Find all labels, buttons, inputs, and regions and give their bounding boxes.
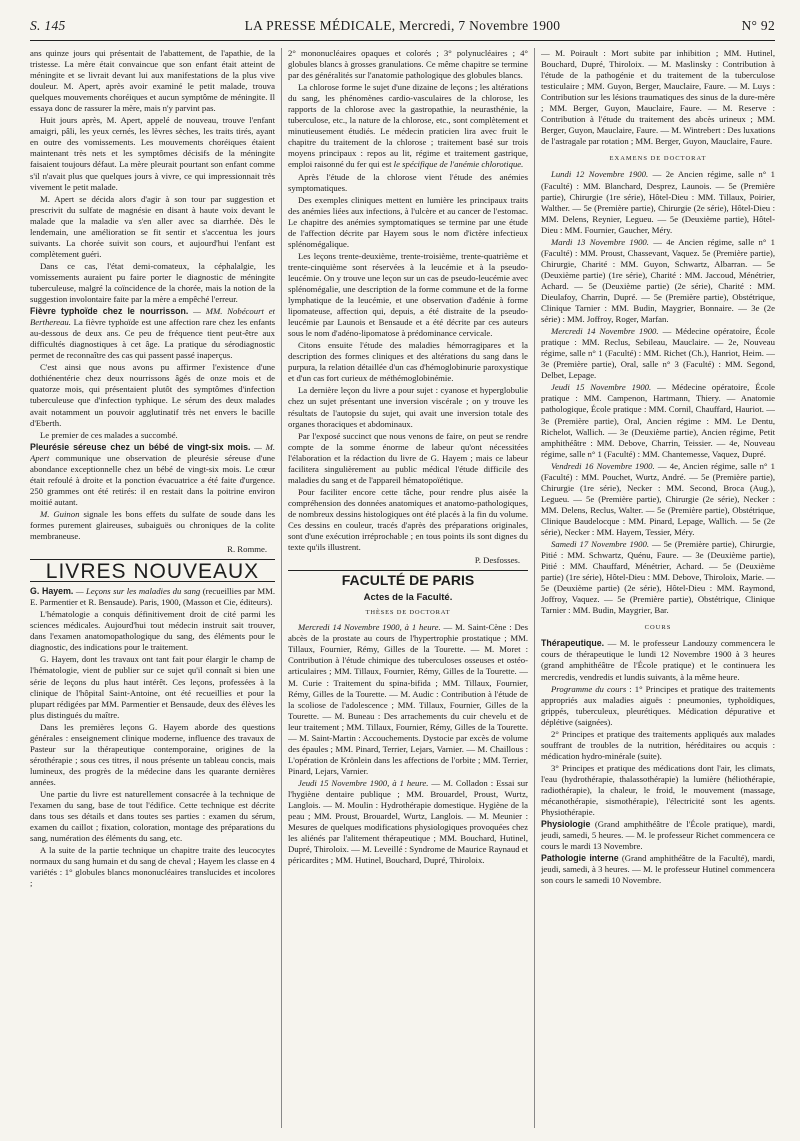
exam-day [541,169,775,235]
theses-heading: THÈSES DE DOCTORAT [365,609,451,617]
paragraph: G. Hayem, dont les travaux ont tant fait pour élargir le champ de l'hématologie, vient de publier sur ce sujet qu'il connaît si bien une série de leçons du plus haut intérêt. Ces leçons, professées à la clinique de l'hôpital Saint-Antoine, ont été recueillies et pour la plupart rédigées par MM. Parmentier et Bensaude, deux des élèves les plus distingués du maître. [30,654,275,720]
course-title: Pathologie interne [541,853,619,864]
paragraph: Par l'exposé succinct que nous venons de faire, on peut se rendre compte de la somme énorme de labeur qu'ont nécessitées l'élaboration et la rédaction du livre de G. Hayem ; mais ce labeur facilitera singulièrement au public médical l'étude difficile des maladies du sang et de l'appareil hématopoïétique. [288,430,528,485]
body-text: — 5e (Première partie), Chirurgie, Pitié : MM. Schwartz, Quénu, Faure. — 3e (Deuxième partie), Pitié : MM. Chauffard, Ménétrier, Achard. — 5e (Deuxième partie) (1re série), Hôtel-Dieu : MM. Debove, Thiroloix, Marie. — 5e (Deuxième partie) (2e série), Hôtel-Dieu : MM. Raymond, Joffroy, Vaquez. — 5e (Première partie), Obstétrique, Clinique Tarnier : MM. Budin, Maygrier, Bar. [541,539,775,616]
body-text: La fièvre typhoïde est une affection rare chez les enfants au-dessous de deux ans. Ce peu de fréquence tient peut-être aux difficultés diagnostiques à cet âge. La pratique du sérodiagnostic permet de reconnaître des cas qui passent passé inaperçus. [30,317,275,361]
journal-title: LA PRESSE MÉDICALE, Mercredi, 7 Novembre 1900 [244,18,561,33]
subsection-title: Actes de la Faculté. [363,592,453,604]
course-title: Thérapeutique. [541,638,605,649]
page-header [30,18,775,40]
date-label: Vendredi 16 Novembre 1900. [551,460,655,471]
date-label: Jeudi 15 Novembre 1900. [551,382,652,393]
authors: — M. Apert [30,441,275,463]
date-label: Mercredi 14 Novembre 1900. [551,326,659,337]
body-text: — 4e Ancien régime, salle n° 1 (Faculté) : MM. Proust, Chassevant, Vaquez. 5e (Première partie), Chirurgie, Charité : MM. Guyon, Schwartz, Albarran. — 5e (Deuxième partie) (1re série), Charité : MM. Jaccoud, Ménétrier, Achard. — 5e (Deuxième partie) (2e série), Charité : MM. Dieulafoy, Charrin, Dupré. — 5e (Première partie), Obstétrique, Clinique Tarnier : MM. Budin, Maygrier, Bonnaire. — 3e (2e série) : MM. Joffroy, Roger, Marfan. [541,236,775,325]
paragraph-guinon [30,509,275,542]
program-label: Programme du cours [551,683,627,694]
body-text: — M. Colladon : Essai sur l'hygiène dentaire publique ; MM. Brouardel, Proust, Wurtz, Langlois. — M. Moulin : Hydrothérapie domestique. Hygiène de la peau ; MM. Proust, Brouardel, Wurtz, Langlois. — M. Meunier : Mesures de quelques modifications physiologiques provoquées chez les aliénés par l'alitement thérapeutique ; MM. Bouchard, Hutinel, Dupré, Thiroloix. — M. Leveillé : Syndrome de Maurice Raynaud et péricardites ; MM. Hutinel, Bouchard, Dupré, Thiroloix. [288,777,528,866]
paragraph: L'hématologie a conquis définitivement droit de cité parmi les sciences médicales. Aujourd'hui tout médecin instruit sait trouver, dans l'examen anatomopathologique du sang, des éléments pour le diagnostic, des indications pour le traitement. [30,609,275,653]
body-text: — M. le professeur Landouzy commencera le cours de thérapeutique le lundi 12 Novembre 1900 à 3 heures (grand amphithéâtre de l'École pratique) et le continuera les mercredis, vendredis et lundis suivants, à la même heure. [541,638,775,682]
book-publisher: (recueillies par MM. E. Parmentier et R. Bensaude). Paris, 1900, (Masson et Cie, éditeurs). [30,586,275,608]
course-therapeutique [541,638,775,682]
paragraph: Après l'étude de la chlorose vient l'étude des anémies symptomatiques. [288,171,528,193]
body-text: — 2e Ancien régime, salle n° 1 (Faculté) : MM. Blanchard, Desprez, Launois. — 5e (Première partie), Chirurgie (1re série), Hôtel-Dieu : MM. Tillaux, Poirier, Walther. — 5e (Première partie), Chirurgie (2e série), Hôtel-Dieu : MM. Delens, Reynier, Legueu. — 5e (Deuxième partie), Hôtel-Dieu : MM. Fournier, Gaucher, Méry. [541,169,775,235]
course-title: Physiologie [541,819,591,830]
italic-text: le spécifique de l'anémie chlorotique. [393,159,524,170]
column-3 [541,48,775,1133]
book-title: — Leçons sur les maladies du sang [73,586,201,597]
column-2 [288,48,528,1133]
authors: M. Guinon [40,508,80,519]
column-1 [30,48,275,1133]
thesis-day [288,778,528,866]
thesis-day [288,622,528,777]
paragraph: Huit jours après, M. Apert, appelé de nouveau, trouve l'enfant amaigri, pâli, les yeux cernés, les lèvres sèches, les traits tirés, ayant en outre des vomissements. Les mouvements choréiques étaient maintenant très nets et les symptômes décisifs de la méningite faisaient toujours défaut. La mère pleurait pourtant son enfant comme s'il n'avait plus que quelques jours à vivre, ce qui impressionnait très vivement le petit malade. [30,115,275,192]
authors: — MM. Nobécourt et Berthereau. [30,306,275,328]
paragraph: 2° mononucléaires opaques et colorés ; 3° polynucléaires ; 4° globules blancs à grosses granulations. Ce même chapitre se termine par des généralités sur l'anatomie pathologique des globules blancs. [288,48,528,81]
course-physiologie [541,819,775,852]
body-text: — M. Saint-Cène : Des abcès de la prostate au cours de l'hypertrophie prostatique ; MM. Tillaux, Fournier, Rémy, Gilles de la Tourette. — M. Moret : Contribution à l'étude chimique des tuberculoses osseuses et ostéo-articulaires ; MM. Tillaux, Fournier, Rémy, Gilles de la Tourette. — M. Curie : Traitement du spina-bifida ; MM. Tillaux, Fournier, Rémy, Gilles de la Tourette. — M. Audic : Contribution à l'étude de la scoliose de l'adolescence ; MM. Tillaux, Fournier, Gilles de la Tourette. — M. Buneau : Des arrachements du cuir chevelu et de leur traitement ; MM. Tillaux, Fournier, Rémy, Gilles de la Tourette. — M. Saint-Martin : Accouchements. Dystocie par excès de volume des épaules ; MM. Pinard, Terrier, Lejars, Varnier. — M. Chaillous : L'opération de Krönlein dans les affections de l'orbite ; MM. Terrier, Pinard, Lejars, Varnier. [288,622,528,776]
subheading: Fièvre typhoïde chez le nourrisson. [30,306,189,317]
exam-day [541,461,775,538]
paragraph-fievre [30,306,275,361]
book-citation [30,586,275,608]
body-text: signale les bons effets du sulfate de soude dans les formes purement glaireuses, subaiguës ou chroniques de la colite membraneuse. [30,508,275,542]
paragraph: M. Apert se décida alors d'agir à son tour par suggestion et prescrivit du sulfate de magnésie en disant à haute voix devant le malade que la maladie va s'en aller avec sa diarrhée. Dès le lendemain, une amélioration se fit sentir et s'accentua les jours suivants. La chorée suivit son cours, et aujourd'hui l'enfant est complètement guéri. [30,193,275,259]
exam-day [541,382,775,459]
page-number: S. 145 [30,18,66,33]
paragraph: 2° Principes et pratique des traitements appliqués aux malades souffrant de troubles de la nutrition, héréditaires ou acquis : médication hydro-minérale (suite). [541,728,775,761]
body-text: — Médecine opératoire, École pratique : MM. Campenon, Hartmann, Thiery. — Anatomie pathologique, École pratique : MM. Cornil, Chauffard, Hauriot. — 3e (Première partie), Oral, Ancien régime : MM. Le Dentu, Richelot, Wallich. — 3e (Deuxième partie), Ancien régime, Petit amphithéâtre : MM. Debove, Charrin, Teissier. — 4e, Nouveau régime, salle n° 1 (Faculté) : MM. Chantemesse, Vaquez, Dupré. [541,382,775,459]
date-label: Jeudi 15 Novembre 1900, à 1 heure. [298,777,429,788]
body-text: communique une observation de pleurésie séreuse d'une abondance exceptionnelle chez un bébé de vingt-six mois. Le cœur était refoulé à droite et la ponction évacuatrice a été faite d'urgence. 250 grammes ont été retirés: il en restait dans la poitrine environ moitié autant. [30,452,275,507]
signature: P. Desfosses. [474,555,520,566]
date-label: Samedi 17 Novembre 1900. [551,539,650,550]
paragraph: — M. Poirault : Mort subite par inhibition ; MM. Hutinel, Bouchard, Dupré, Thiroloix. — M. Maslinsky : Contribution à l'étude de la pathogénie et du traitement de la tuberculose testiculaire ; MM. Guyon, Berger, Mauclaire, Faure. — M. Luys : Contribution sur les lésions traumatiques des sinus de la dure-mère ; MM. Berger, Guyon, Mauclaire, Faure. — M. Reserve : Contribution à l'étude du traitement des abcès urineux ; MM. Berger, Guyon, Mauclaire, Faure. — M. Wintrebert : Des luxations de l'astragale par rotation ; MM. Berger, Guyon, Mauclaire, Faure. [541,48,775,147]
paragraph: Des exemples cliniques mettent en lumière les principaux traits des anémies liées aux infections, à l'ulcère et au cancer de l'estomac. Le chapitre des anémies symptomatiques se termine par une étude de l'affection décrite par Hayem sous le nom d'ictère infectieux splénomégalique. [288,194,528,249]
paragraph: Le premier de ces malades a succombé. [40,429,178,440]
body-text: — 4e, Ancien régime, salle n° 1 (Faculté) : MM. Pouchet, Wurtz, André. — 5e (Première partie), Chirurgie (1re série), Necker : MM. Second, Broca (Aug.), Legueu. — 5e (Première partie), Chirurgie (2e série), Necker : MM. Delens, Reclus, Walter. — 5e (Première partie), Obstétrique, Clinique Baudelocque : MM. Pinard, Lepage, Wallich. — 5e (2e série), Necker : MM. Hayem, Tessier, Méry. [541,460,775,537]
body-text: La chlorose forme le sujet d'une dizaine de leçons ; les altérations du sang, les phénomènes cardio-vasculaires de la chlorose, les rapports de la chlorose avec la gastropathie, la neurasthénie, la tuberculose, etc., la nature de la chlorose, etc., sont complètement et minutieusement étudiés. Le médecin praticien lira avec fruit le chapitre du traitement de la chlorose ; traitement basé sur trois moyens principaux : repos au lit, régime et traitement gastrique, emploi raisonné du fer qui est [288,82,528,170]
column-divider [534,48,535,1128]
paragraph: Dans les premières leçons G. Hayem aborde des questions générales : enseignement clinique moderne, influence des travaux de Pasteur sur la thérapeutique contemporaine, origines de la sérothérapie ; sous ces titres, il nous présente un tableau concis, mais lumineux, des progrès de la médecine dans les quarante dernières années. [30,721,275,787]
body-text: (Grand amphithéâtre de la Faculté), mardi, jeudi, samedi, à 3 heures. — M. le professeur Hutinel commencera son cours le samedi 10 Novembre. [541,853,775,886]
issue-number: N° 92 [741,18,775,33]
paragraph: La dernière leçon du livre a pour sujet : cyanose et hyperglobulie chez un sujet présentant une inversion viscérale ; on y trouve les résultats de l'autopsie du sujet, qui avait une inversion totale des organes thoraciques et abdominaux. [288,385,528,429]
body-text: (Grand amphithéâtre de l'École pratique), mardi, jeudi, samedi, 5 heures. — M. le professeur Richet commencera ce cours le mardi 13 Novembre. [541,819,775,852]
exam-day [541,326,775,381]
paragraph: C'est ainsi que nous avons pu affirmer l'existence d'une dothiénentérie chez deux nourrissons âgés de onze mois et de quatorze mois, qui présentaient plutôt des symptômes d'infection tuberculeuse que d'infection typhique. Le sérum des deux malades avait notamment un pouvoir agglutinatif très net envers le bacille d'Eberth. [30,362,275,428]
paragraph: Dans ce cas, l'état demi-comateux, la céphalalgie, les vomissements auraient pu faire porter le diagnostic de méningite tuberculeuse, malgré la coïncidence de la chorée, mais la notion de la suggestion involontaire faite par la mère a empêché l'erreur. [30,260,275,305]
paragraph: Les leçons trente-deuxième, trente-troisième, trente-quatrième et trente-cinquième sont réservées à la leucémie et à la pseudo-leucémie. On y trouve une leçon sur un cas de pseudo-leucémie avec splénomégalie, une description de la forme commune et de la forme lymphatique de la leucémie, et une observation d'adénie à forme lipomateuse, affection qui, depuis, a été distraite de la pseudo-leucémie par Launois et Bensaude et a été décrite par ces auteurs sous le nom d'adéno-lipomatose à prédominance cervicale. [288,250,528,339]
book-author: G. Hayem. [30,586,74,597]
header-rule [30,40,775,41]
paragraph-chlorose [288,82,528,170]
course-pathologie [541,853,775,886]
signature: R. Romme. [227,544,267,555]
paragraph: Une partie du livre est naturellement consacrée à la technique de l'examen du sang, base de tout l'édifice. Cette technique est décrite dans tous ses détails et dans toutes ses parties : examen du sérum, examen du caillot ; fixation, coloration, montage des préparations du sang, numération des éléments du sang, etc. [30,789,275,844]
date-label: Lundi 12 Novembre 1900. [551,169,649,180]
section-rule [288,570,528,571]
paragraph-pleuresie [30,442,275,508]
column-divider [281,48,282,1128]
body-text: : 1° Principes et pratique des traitements appropriés aux maladies aiguës : pneumonies, typhoïdiques, grippés, tuberculeux, pleurétiques. Médication dépurative et déplétive (saignées). [541,683,775,727]
course-program [541,684,775,728]
courses-heading: COURS [644,624,672,632]
paragraph: A la suite de la partie technique un chapitre traite des leucocytes normaux du sang humain et du sang de cheval ; Hayem les classe en 4 variétés : 1° globules blancs mononucléaires translucides et incolores ; [30,845,275,889]
body-text: — Médecine opératoire, École pratique : MM. Reclus, Sebileau, Mauclaire. — 2e, Nouveau régime, salle n° 1 (Faculté) : MM. Richet (Ch.), Hanriot, Heim. — 3e (Première partie), Oral, salle n° 3 (Faculté) : MM. Segond, Delbet, Lepage. [541,326,775,381]
section-title: LIVRES NOUVEAUX [45,560,260,584]
exam-day [541,237,775,325]
exam-day [541,539,775,616]
date-label: Mercredi 14 Novembre 1900, à 1 heure. [298,622,441,633]
faculty-title: FACULTÉ DE PARIS [341,572,475,589]
subheading: Pleurésie séreuse chez un bébé de vingt-six mois. [30,441,251,452]
paragraph: Citons ensuite l'étude des maladies hémorragipares et la description des formes cliniques et des altérations du sang dans le purpura, la relation détaillée d'un cas d'hémoglobinurie paroxystique et d'un cas fort curieux de méthémoglobinémie. [288,340,528,384]
paragraph: ans quinze jours qui présentait de l'abattement, de l'apathie, de la tristesse. La mère était convaincue que son enfant était atteint de méningite et se livrait devant lui aux manifestations de la plus vive douleur. M. Apert, après avoir examiné le petit malade, trouva quelques mouvements choréiques et aucun symptôme de méningite. Il essaya donc de rassurer la mère, mais n'y parvint pas. [30,48,275,114]
date-label: Mardi 13 Novembre 1900. [551,236,649,247]
paragraph: Pour faciliter encore cette tâche, pour rendre plus aisée la compréhension des données anatomiques et anatomo-pathologiques, de nombreux dessins histologiques ont été placés à la fin du volume. Ces dessins en couleur, tracés d'après des préparations originales, sont d'une exécution irréprochable ; en tous points ils sont dignes du texte qu'ils illustrent. [288,486,528,553]
paragraph: 3° Principes et pratique des médications dont l'air, les climats, l'eau (hydrothérapie, thalassothérapie) la lumière (héliothérapie, radiothérapie), la chaleur, le froid, le mouvement (massage, mécanothérapie, sismothérapie), l'électricité sont les agents. Physiothérapie. [541,762,775,818]
exams-heading: EXAMENS DE DOCTORAT [609,155,707,163]
